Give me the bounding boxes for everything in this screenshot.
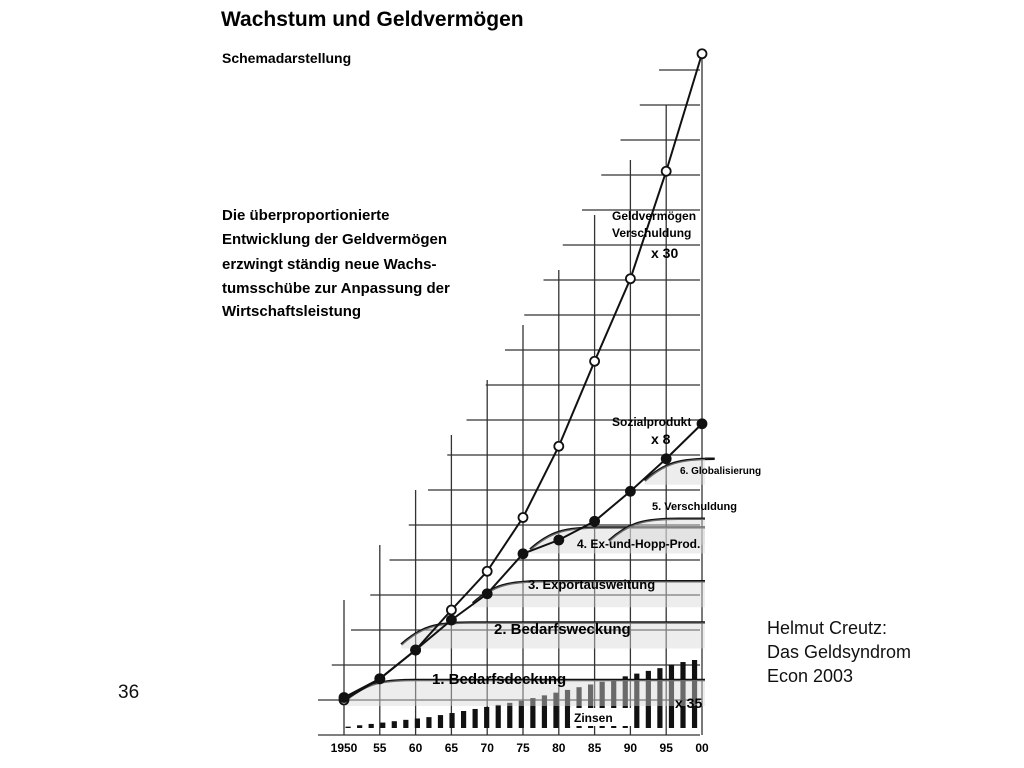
sozialprodukt-point (375, 674, 384, 683)
x-tick-label: 90 (623, 741, 638, 755)
x-tick-label: 00 (695, 741, 709, 755)
x-tick-label: 85 (587, 741, 602, 755)
phase-label: 2. Bedarfsweckung (494, 621, 631, 638)
geldvermoegen-point (590, 357, 599, 366)
x-tick-label: 95 (659, 741, 673, 755)
phase-label: 6. Globalisierung (680, 466, 762, 477)
phase-label: 4. Ex-und-Hopp-Prod. (577, 537, 701, 551)
zinsen-bar (392, 721, 397, 728)
source-citation (767, 616, 911, 688)
zinsen-bar (496, 705, 501, 728)
sozialprodukt-point (662, 454, 671, 463)
x-tick-label: 65 (444, 741, 459, 755)
geldvermoegen-label (612, 209, 696, 261)
geldvermoegen-point (662, 167, 671, 176)
x-tick-label: 80 (552, 741, 566, 755)
zinsen-bar (484, 707, 489, 728)
zinsen-bar (369, 724, 374, 728)
zinsen-bar (426, 717, 431, 728)
x-tick-label: 1950 (330, 741, 358, 755)
sozialprodukt-point (411, 646, 420, 655)
zinsen-label: Zinsen (574, 711, 613, 725)
series-label-line: Verschuldung (612, 226, 692, 240)
x-tick-label: 70 (480, 741, 494, 755)
source-line: Econ 2003 (767, 666, 854, 686)
zinsen-bar (473, 709, 478, 728)
zinsen-bar (403, 720, 408, 728)
series-factor-label: x 8 (651, 431, 671, 447)
geldvermoegen-point (698, 49, 707, 58)
description-line: Wirtschaftsleistung (222, 303, 362, 320)
zinsen-bar (438, 715, 443, 728)
x-axis-ticks (331, 741, 709, 755)
chart-title: Wachstum und Geldvermögen (221, 8, 524, 31)
x-tick-label: 55 (373, 741, 387, 755)
phase-label: 1. Bedarfsdeckung (432, 671, 567, 688)
zinsen-bar (449, 713, 454, 728)
geldvermoegen-point (626, 274, 635, 283)
source-line: Das Geldsyndrom (767, 642, 912, 662)
zinsen-bar (415, 718, 420, 728)
sozialprodukt-point (483, 589, 492, 598)
geldvermoegen-point (483, 567, 492, 576)
sozialprodukt-point (698, 419, 707, 428)
phase-label: 5. Verschuldung (652, 501, 737, 513)
series-factor-label: x 30 (651, 245, 679, 261)
geldvermoegen-point (554, 442, 563, 451)
sozialprodukt-point (626, 487, 635, 496)
description-line: tumsschübe zur Anpassung der (222, 280, 450, 297)
source-line: Helmut Creutz: (767, 618, 888, 638)
x-tick-label: 60 (408, 741, 423, 755)
zinsen-bar (507, 703, 512, 728)
description-line: Entwicklung der Geldvermögen (222, 231, 448, 248)
x-tick-label: 75 (516, 741, 530, 755)
zinsen-bar (357, 725, 362, 728)
description-block (222, 207, 450, 320)
sozialprodukt-point (590, 517, 599, 526)
sozialprodukt-point (519, 549, 528, 558)
zinsen-bar (380, 723, 385, 728)
sozialprodukt-point (340, 693, 349, 702)
page-number: 36 (118, 682, 140, 703)
sozialprodukt-label (612, 415, 691, 447)
chart-subtitle: Schemadarstellung (222, 50, 352, 66)
geldvermoegen-point (519, 513, 528, 522)
sozialprodukt-point (447, 616, 456, 625)
zinsen-factor-label: x 35 (675, 695, 703, 711)
zinsen-bar (346, 727, 351, 728)
series-label-line: Geldvermögen (612, 209, 697, 223)
zinsen-bar (461, 711, 466, 728)
description-line: erzwingt ständig neue Wachs- (222, 256, 437, 273)
phase-label: 3. Exportausweitung (528, 577, 656, 592)
series-label: Sozialprodukt (612, 415, 692, 429)
geldvermoegen-point (447, 606, 456, 615)
sozialprodukt-point (554, 536, 563, 545)
description-line: Die überproportionierte (222, 207, 390, 224)
